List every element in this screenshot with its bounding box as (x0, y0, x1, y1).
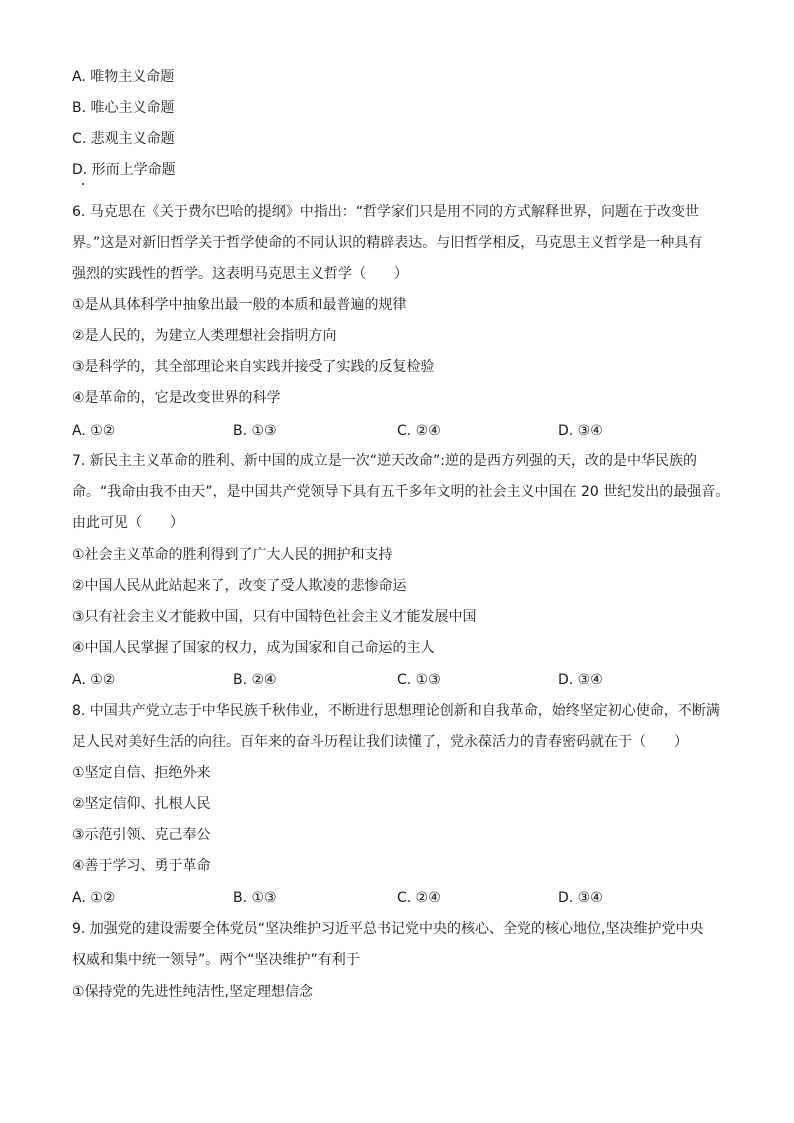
q6-choice-c: C. ②④ (397, 423, 441, 439)
q7-choice-d: D. ③④ (558, 672, 603, 688)
q7-choice-c: C. ①③ (397, 672, 441, 688)
q7-item-1: ①社会主义革命的胜利得到了广大人民的拥护和支持 (72, 547, 393, 563)
q7-stem-line-2: 命。“我命由我不由天”，是中国共产党领导下具有五千多年文明的社会主义中国在 20 世纪发出的最强音。 (72, 484, 730, 500)
q8-item-1: ①坚定自信、拒绝外来 (72, 765, 211, 781)
q6-stem-line-3: 强烈的实践性的哲学。这表明马克思主义哲学（ ） (72, 266, 408, 282)
stray-mark (82, 183, 84, 185)
q6-item-2: ②是人民的，为建立人类理想社会指明方向 (72, 328, 337, 344)
q5-option-a: A. 唯物主义命题 (72, 69, 175, 85)
q8-stem-line-1: 8. 中国共产党立志于中华民族千秋伟业，不断进行思想理论创新和自我革命，始终坚定初心使命，不断满 (72, 703, 720, 719)
q6-item-4: ④是革命的，它是改变世界的科学 (72, 390, 281, 406)
q5-option-d: D. 形而上学命题 (72, 162, 176, 178)
q7-stem-line-1: 7. 新民主主义革命的胜利、新中国的成立是一次“逆天改命”:逆的是西方列强的天，改的是中华民族的 (72, 453, 698, 469)
q6-choice-b: B. ①③ (233, 423, 277, 439)
q9-stem-line-1: 9. 加强党的建设需要全体党员“坚决维护习近平总书记党中央的核心、全党的核心地位,坚决维护党中央 (72, 921, 704, 937)
q7-choice-a: A. ①② (72, 672, 116, 688)
q7-stem-line-3: 由此可见（ ） (72, 515, 184, 531)
q6-choice-a: A. ①② (72, 423, 116, 439)
q8-choice-c: C. ②④ (397, 890, 441, 906)
q5-option-b: B. 唯心主义命题 (72, 100, 175, 116)
q7-item-3: ③只有社会主义才能救中国，只有中国特色社会主义才能发展中国 (72, 609, 477, 625)
q5-option-c: C. 悲观主义命题 (72, 131, 175, 147)
q6-stem-line-2: 界。”这是对新旧哲学关于哲学使命的不同认识的精辟表达。与旧哲学相反，马克思主义哲学是一种具有 (72, 235, 703, 251)
q6-item-3: ③是科学的，其全部理论来自实践并接受了实践的反复检验 (72, 359, 435, 375)
q6-stem-line-1: 6. 马克思在《关于费尔巴哈的提纲》中指出：“哲学家们只是用不同的方式解释世界，问题在于改变世 (72, 204, 700, 220)
q8-item-3: ③示范引领、克己奉公 (72, 827, 211, 843)
q8-choice-a: A. ①② (72, 890, 116, 906)
q6-item-1: ①是从具体科学中抽象出最一般的本质和最普遍的规律 (72, 297, 407, 313)
q8-choice-b: B. ①③ (233, 890, 277, 906)
q8-stem-line-2: 足人民对美好生活的向往。百年来的奋斗历程让我们读懂了，党永葆活力的青春密码就在于（ ） (72, 734, 688, 750)
q8-item-4: ④善于学习、勇于革命 (72, 858, 211, 874)
q8-choice-d: D. ③④ (558, 890, 603, 906)
q9-item-1: ①保持党的先进性纯洁性,坚定理想信念 (72, 984, 313, 1000)
q8-item-2: ②坚定信仰、扎根人民 (72, 796, 211, 812)
q7-choice-b: B. ②④ (233, 672, 277, 688)
q6-choice-d: D. ③④ (558, 423, 603, 439)
q7-item-4: ④中国人民掌握了国家的权力，成为国家和自己命运的主人 (72, 640, 435, 656)
q7-item-2: ②中国人民从此站起来了，改变了受人欺凌的悲惨命运 (72, 578, 407, 594)
q9-stem-line-2: 权威和集中统一领导”。两个“坚决维护”有利于 (72, 952, 360, 968)
